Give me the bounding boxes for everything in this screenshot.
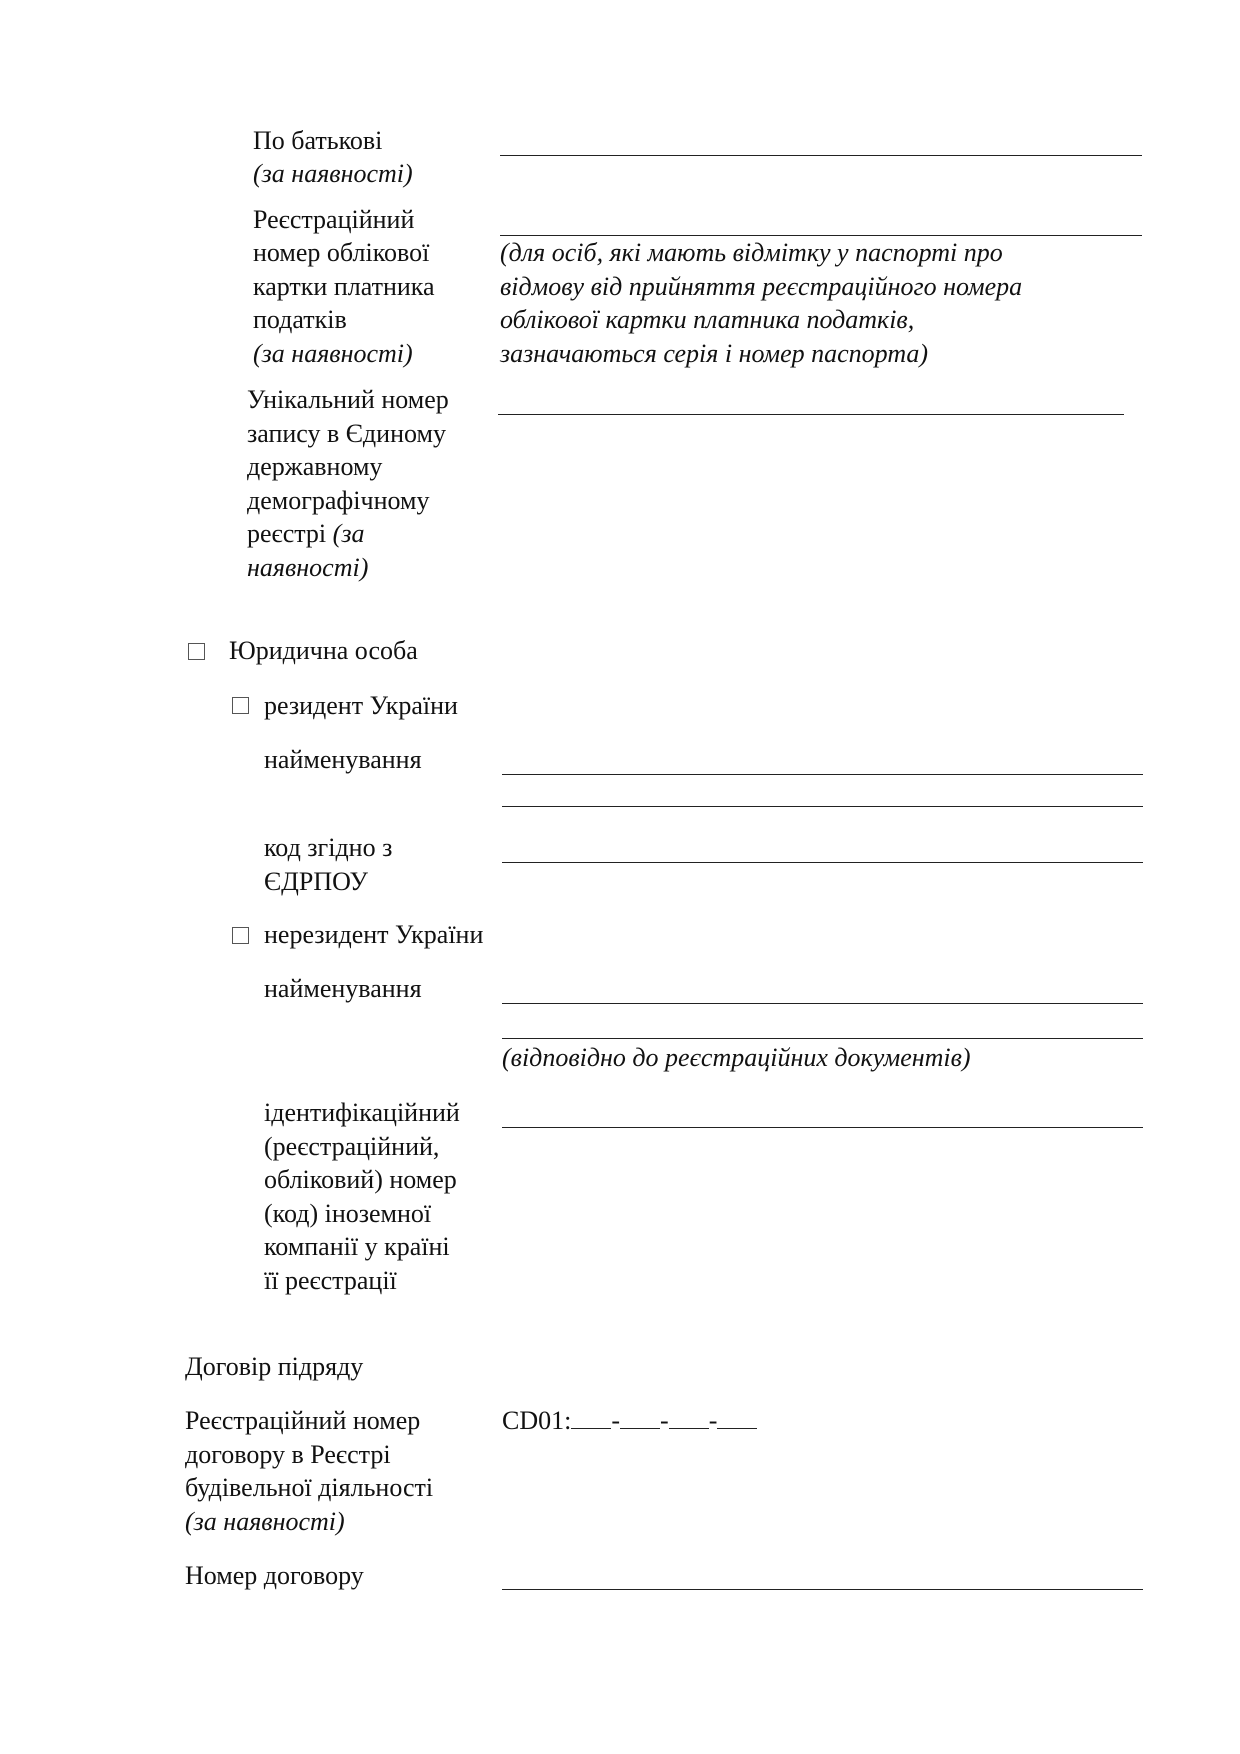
patronymic-note: (за наявності) [253,159,413,188]
unzr-field[interactable] [498,414,1124,415]
edrpou-label-2: ЄДРПОУ [264,867,368,896]
unzr-note-a: (за [332,519,365,548]
resident-name-field-2[interactable] [502,806,1143,807]
unzr-label-4: демографічному [247,486,430,515]
contract-reg-label-2: договору в Реєстрі [185,1440,391,1469]
unzr-label-3: державному [247,452,383,481]
edrpou-field[interactable] [502,862,1143,863]
nonresident-checkbox[interactable] [232,927,249,944]
nonresident-name-field-1[interactable] [502,1003,1143,1004]
unzr-note-b: наявності) [247,553,369,582]
tax-note: (за наявності) [253,339,413,368]
foreign-id-label-3: обліковий) номер [264,1165,457,1194]
tax-label-3: картки платника [253,272,435,301]
nonresident-name-label: найменування [264,974,422,1003]
foreign-id-field[interactable] [502,1127,1143,1128]
unzr-label-2: запису в Єдиному [247,419,446,448]
unzr-label-5 [247,517,364,551]
contract-reg-sep-3: - [708,1406,718,1435]
legal-entity-checkbox[interactable] [188,643,205,660]
contract-reg-number [502,1404,757,1438]
edrpou-label-1: код згідно з [264,833,393,862]
tax-label-2: номер облікової [253,238,430,267]
nonresident-title: нерезидент України [264,920,484,949]
foreign-id-label-6: її реєстрації [264,1266,397,1295]
contract-reg-part-4[interactable] [717,1406,757,1429]
contract-reg-sep-2: - [660,1406,669,1435]
foreign-id-label-2: (реєстраційний, [264,1132,440,1161]
nonresident-name-field-2[interactable] [502,1038,1143,1039]
resident-title: резидент України [264,691,458,720]
unzr-label-5-text: реєстрі [247,519,327,548]
contract-reg-part-2[interactable] [620,1406,660,1429]
tax-hint-1: (для осіб, які мають відмітку у паспорті про [500,238,1003,267]
contract-reg-sep-1: - [611,1406,621,1435]
resident-name-label: найменування [264,745,422,774]
resident-checkbox[interactable] [232,697,249,714]
contract-reg-label-3: будівельної діяльності [185,1473,434,1502]
contract-reg-part-1[interactable] [571,1406,611,1429]
contract-number-label: Номер договору [185,1561,364,1590]
resident-name-field-1[interactable] [502,774,1143,775]
tax-hint-2: відмову від прийняття реєстраційного номера [500,272,1023,301]
nonresident-name-hint: (відповідно до реєстраційних документів) [502,1043,971,1072]
contract-title: Договір підряду [185,1352,364,1381]
foreign-id-label-4: (код) іноземної [264,1199,432,1228]
patronymic-field[interactable] [500,155,1142,156]
tax-hint-4: зазначаються серія і номер паспорта) [500,339,929,368]
unzr-label-1: Унікальний номер [247,385,449,414]
contract-number-field[interactable] [502,1589,1143,1590]
contract-reg-label-1: Реєстраційний номер [185,1406,421,1435]
foreign-id-label-1: ідентифікаційний [264,1098,460,1127]
foreign-id-label-5: компанії у країні [264,1232,450,1261]
tax-hint-3: облікової картки платника податків, [500,305,915,334]
tax-label-1: Реєстраційний [253,205,415,234]
patronymic-label: По батькові [253,126,383,155]
contract-reg-prefix: CD01: [502,1406,572,1435]
legal-entity-title: Юридична особа [229,636,418,665]
contract-reg-part-3[interactable] [669,1406,709,1429]
contract-reg-note: (за наявності) [185,1507,345,1536]
tax-label-4: податків [253,305,347,334]
